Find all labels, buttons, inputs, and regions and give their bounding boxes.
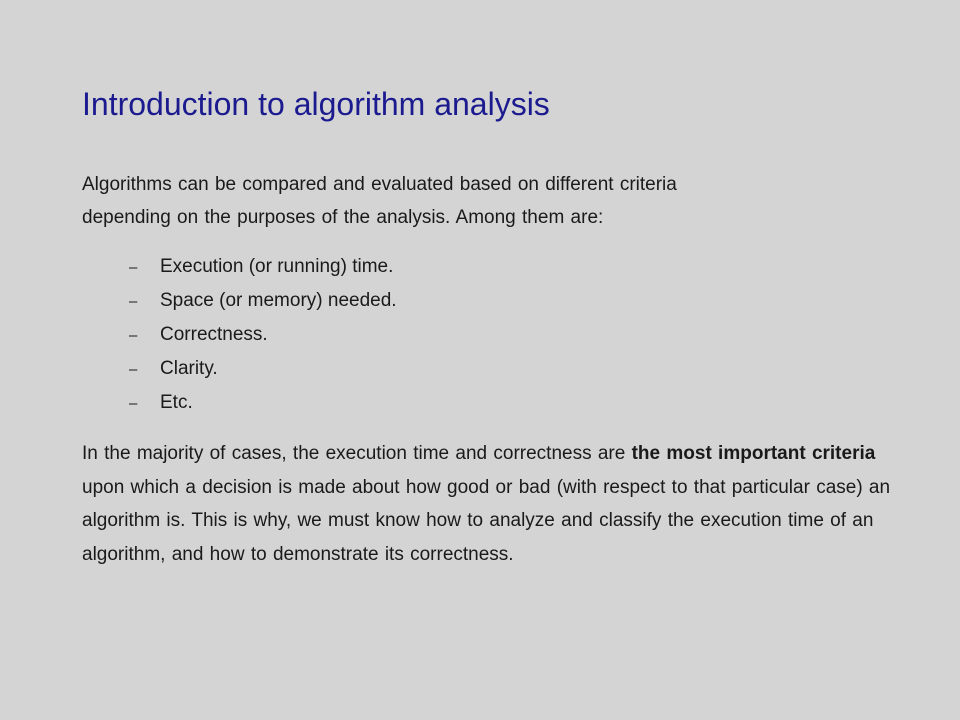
intro-paragraph [82, 168, 882, 234]
conclusion-text-end: upon which a decision is made about how good or bad (with respect to that particular case) an algorithm is. This is why, we must know how to analyze and classify the execution time of an algorithm, and how to demonstrate its correctness. [82, 476, 891, 565]
dash-bullet: – [129, 293, 138, 310]
criteria-item-text: Etc. [160, 392, 193, 413]
conclusion-paragraph [82, 437, 922, 571]
conclusion-text-start: In the majority of cases, the execution time and correctness are [82, 443, 632, 464]
criteria-item-text: Clarity. [160, 358, 218, 379]
criteria-item-text: Space (or memory) needed. [160, 290, 397, 311]
conclusion-emphasis: the most important criteria [631, 443, 876, 464]
dash-bullet: – [129, 259, 138, 276]
dash-bullet: – [129, 395, 138, 412]
criteria-item-text: Execution (or running) time. [160, 256, 394, 277]
dash-bullet: – [129, 327, 138, 344]
intro-line-2: depending on the purposes of the analysis. Among them are: [82, 207, 604, 228]
criteria-item-text: Correctness. [160, 324, 268, 345]
intro-line-1: Algorithms can be compared and evaluated based on different criteria [82, 174, 677, 195]
slide-title: Introduction to algorithm analysis [82, 86, 550, 122]
dash-bullet: – [129, 361, 138, 378]
